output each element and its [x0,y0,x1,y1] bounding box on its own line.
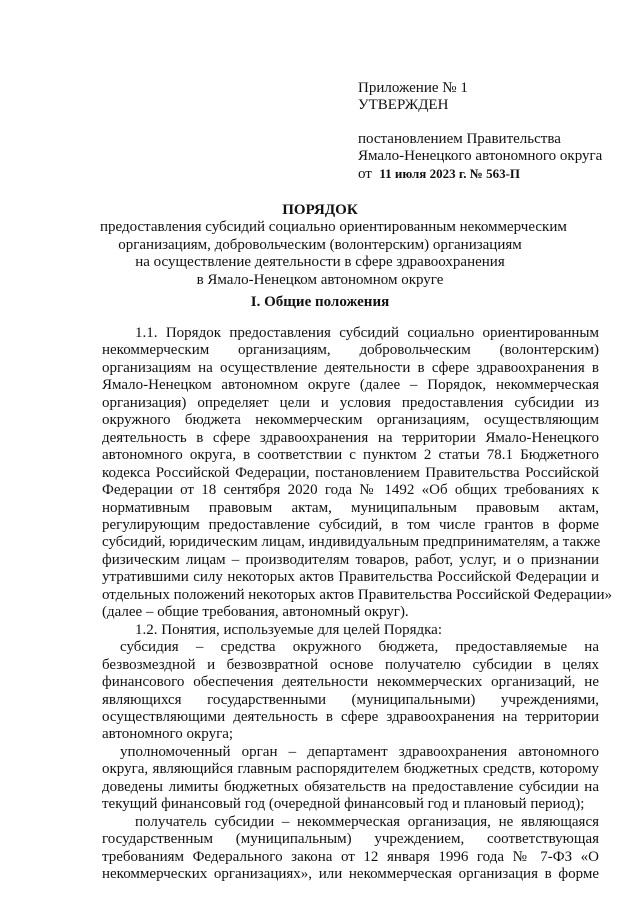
body-line: осуществляющими деятельность в сфере здравоохранения на территории [102,708,599,725]
body-line: финансового обеспечения деятельности некоммерческих организаций, не [102,674,599,691]
body-line: некоммерческим организациям, добровольческим (волонтерским) [102,342,599,359]
body-line: нормативным правовым актам, муниципальным правовым актам, [102,499,599,516]
body-line: регулирующим предоставление субсидий, в том числе грантов в форме [102,516,599,533]
subtitle-line: на осуществление деятельности в сфере здравоохранения [135,254,505,270]
body-line: безвозмездной и безвозвратной основе получателю субсидии в целях [102,656,599,673]
body-line: требованиям Федерального закона от 12 января 1996 года № 7-ФЗ «О [102,848,599,865]
body-line: субсидия – средства окружного бюджета, предоставляемые на [120,639,599,656]
section-heading: I. Общие положения [250,294,390,310]
body-line: доведены лимиты бюджетных обязательств на предоставление субсидии на [102,778,599,795]
body-line: текущий финансовый год (очередной финансовый год и плановый период); [102,796,585,813]
body-line: государственным (муниципальным) учреждением, соответствующая [102,831,599,848]
body-line: 1.2. Понятия, используемые для целей Порядка: [135,621,443,638]
body-line: отдельных положений некоторых актов Правительства Российской Федерации» [102,586,613,603]
subtitle-line: предоставления субсидий социально ориентированным некоммерческим [100,219,567,235]
body-line: окружного бюджета некоммерческим организациям, осуществляющим [102,412,599,429]
spacer [358,114,628,131]
body-line: получатель субсидии – некоммерческая организация, не являющаяся [135,813,599,830]
approval-block [358,80,628,183]
resolution-date-number: 11 июля 2023 г. № 563-П [379,166,521,181]
body-line: округа, являющийся главным распорядителем бюджетных средств, которому [102,761,599,778]
body-text [102,325,613,884]
resolution-line: постановлением Правительства [358,131,561,147]
body-line: автономного округа; [102,726,234,743]
subtitle-line: организациям, добровольческим (волонтерским) организациям [118,236,522,253]
body-line: являющихся государственными (муниципальными) учреждениями, [102,691,599,708]
region-line: Ямало-Ненецкого автономного округа [358,148,603,164]
body-line: субсидий, юридическим лицам, индивидуальным предпринимателям, а также [102,534,601,551]
body-line: организациям на осуществление деятельности в сфере здравоохранения в [102,359,599,376]
body-line: Ямало-Ненецком автономном округе (далее – Порядок, некоммерческая [102,377,599,394]
date-prefix: от [358,166,372,182]
body-line: кодекса Российской Федерации, постановлением Правительства Российской [102,464,599,481]
body-line: автономного округа, в соответствии с пунктом 2 статьи 78.1 Бюджетного [102,447,599,464]
body-line: 1.1. Порядок предоставления субсидий социально ориентированным [135,325,599,341]
approved-label: УТВЕРЖДЕН [358,97,449,113]
appendix-number: Приложение № 1 [358,80,468,96]
body-line: (далее – общие требования, автономный округ). [102,604,409,621]
body-line: физическим лицам – производителям товаров, работ, услуг, и о признании [102,551,599,568]
body-line: организация) определяет цели и условия предоставления субсидии из [102,394,599,411]
body-line: деятельность в сфере здравоохранения на территории Ямало-Ненецкого [102,429,599,446]
subtitle-line: в Ямало-Ненецком автономном округе [196,271,444,288]
body-line: Федерации от 18 сентября 2020 года № 1492 «Об общих требованиях к [102,482,599,499]
body-line: уполномоченный орган – департамент здравоохранения автономного [120,743,599,760]
document-subtitle [100,219,567,289]
date-line [358,165,628,183]
body-line: утратившими силу некоторых актов Правительства Российской Федерации и [102,569,599,586]
document-title: ПОРЯДОК [282,202,358,218]
body-line: некоммерческих организациях», или некоммерческая организация в форме [102,866,599,883]
